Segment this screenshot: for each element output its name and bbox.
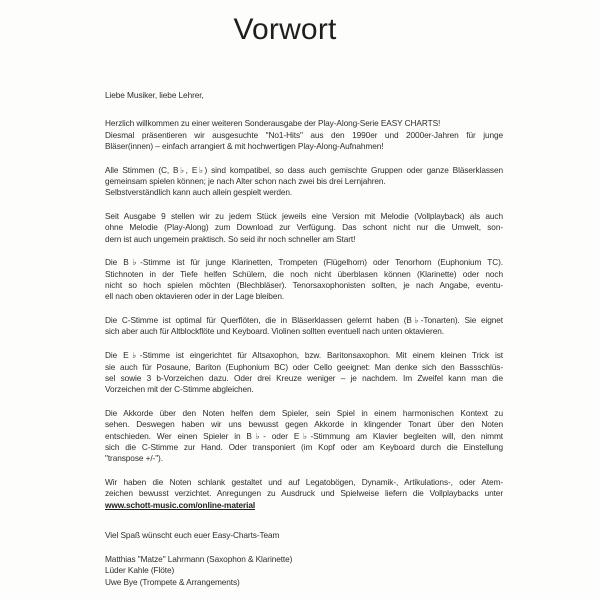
text-line: Bläser(innen) – einfach arrangiert & mit hochwertigen Play-Along-Aufnahmen! bbox=[105, 140, 384, 151]
text-line: Die Akkorde über den Noten helfen dem Spieler, sein Spiel in einem harmonischen Kontext zu bbox=[105, 407, 503, 418]
text-line: Wir haben die Noten schlank gestaltet und auf Legatobögen, Dynamik-, Artikulations-, oder Atem- bbox=[105, 476, 503, 487]
online-material-link[interactable]: www.schott-music.com/online-material bbox=[105, 499, 256, 510]
text-line: zeichen bewusst verzichtet. Anregungen zu Ausdruck und Spielweise liefern die Vollplaybacks unter bbox=[105, 488, 503, 499]
text-line: gemeinsam spielen können; je nach Alter schon nach zwei bis drei Lernjahren. bbox=[105, 175, 386, 186]
paragraphs bbox=[105, 118, 503, 511]
text-line: sehen. Deswegen haben wir uns bewusst gegen Akkorde in klingender Tonart über den Noten bbox=[105, 419, 503, 430]
text-line: Diesmal präsentieren wir ausgesuchte "No1-Hits" aus den 1990er und 2000er-Jahren für junge bbox=[105, 129, 503, 140]
credit-line: Uwe Bye (Trompete & Arrangements) bbox=[105, 576, 240, 587]
text-line: sich aber auch für Altblockflöte und Keyboard. Violinen sollten eventuell nach unten oktavieren. bbox=[105, 326, 444, 337]
credit-line: Matthias "Matze" Lahrmann (Saxophon & Klarinette) bbox=[105, 553, 293, 564]
closing-line: Viel Spaß wünscht euch euer Easy-Charts-Team bbox=[105, 529, 280, 540]
paragraph bbox=[105, 477, 503, 511]
page-title: Vorwort bbox=[233, 13, 337, 46]
text-line: entschieden. Wer einen Spieler in B♭- oder E♭-Stimmung am Klavier begleiten will, den nimmt bbox=[105, 430, 503, 441]
credits bbox=[105, 554, 503, 589]
text-line: Seit Ausgabe 9 stellen wir zu jedem Stück jeweils eine Version mit Melodie (Vollplayback) als auch bbox=[105, 211, 503, 222]
text-line: Stichnoten in der Tiefe helfen Schülern, die noch nicht überblasen können (Klarinette) oder noch bbox=[105, 268, 503, 279]
paragraph bbox=[105, 165, 503, 199]
text-line: Die C-Stimme ist optimal für Querflöten, die in Bläserklassen gelernt haben (B♭-Tonarten). Sie eignet bbox=[105, 315, 503, 326]
text-line: dern ist auch ungemein praktisch. So seid ihr noch schneller am Start! bbox=[105, 233, 356, 244]
paragraph bbox=[105, 211, 503, 245]
text-line: Herzlich willkommen zu einer weiteren Sonderausgabe der Play-Along-Serie EASY CHARTS! bbox=[105, 118, 441, 129]
body-text bbox=[105, 90, 503, 588]
text-line: sel sowie 3 b-Vorzeichen dazu. Oder drei Kreuze weniger – je nachdem. Im Zweifel kann man die bbox=[105, 372, 503, 383]
paragraph bbox=[105, 315, 503, 338]
paragraph bbox=[105, 257, 503, 302]
text-line: sich die C-Stimme zur Hand. Oder transponiert (im Kopf oder am Keyboard durch die Einstellung bbox=[105, 441, 503, 452]
text-line: Selbstverständlich kann auch allein gespielt werden. bbox=[105, 187, 293, 198]
text-line: Vorzeichen mit der C-Stimme abgleichen. bbox=[105, 384, 254, 395]
text-line: ell nach oben oktavieren oder in der Lage bleiben. bbox=[105, 291, 285, 302]
text-line: sie auch für Posaune, Bariton (Euphonium BC) oder Cello geeignet: Man denke sich den Bassschlüs- bbox=[105, 361, 503, 372]
text-line: Die E♭-Stimme ist eingerichtet für Altsaxophon, bzw. Baritonsaxophon. Mit einem kleinen Trick ist bbox=[105, 350, 503, 361]
text-line: "transpose +/-"). bbox=[105, 453, 163, 464]
greeting-line: Liebe Musiker, liebe Lehrer, bbox=[105, 90, 204, 100]
text-line: Die B♭-Stimme ist für junge Klarinetten, Trompeten (Flügelhorn) oder Tenorhorn (Euphonium TC). bbox=[105, 257, 503, 268]
paragraph bbox=[105, 408, 503, 464]
credit-line: Lüder Kahle (Flöte) bbox=[105, 565, 175, 576]
text-line: Alle Stimmen (C, B♭, E♭) sind kompatibel, so dass auch gemischte Gruppen oder ganze Bläserklassen bbox=[105, 164, 503, 175]
paragraph bbox=[105, 350, 503, 395]
text-line: nicht so hoch spielen möchten (Blechbläser). Tenorsaxophonisten sollten, je nach Angabe, eventu- bbox=[105, 280, 503, 291]
paragraph bbox=[105, 118, 503, 152]
text-line: ohne Melodie (Play-Along) zum Download zur Verfügung. Das schont nicht nur die Umwelt, son- bbox=[105, 222, 503, 233]
